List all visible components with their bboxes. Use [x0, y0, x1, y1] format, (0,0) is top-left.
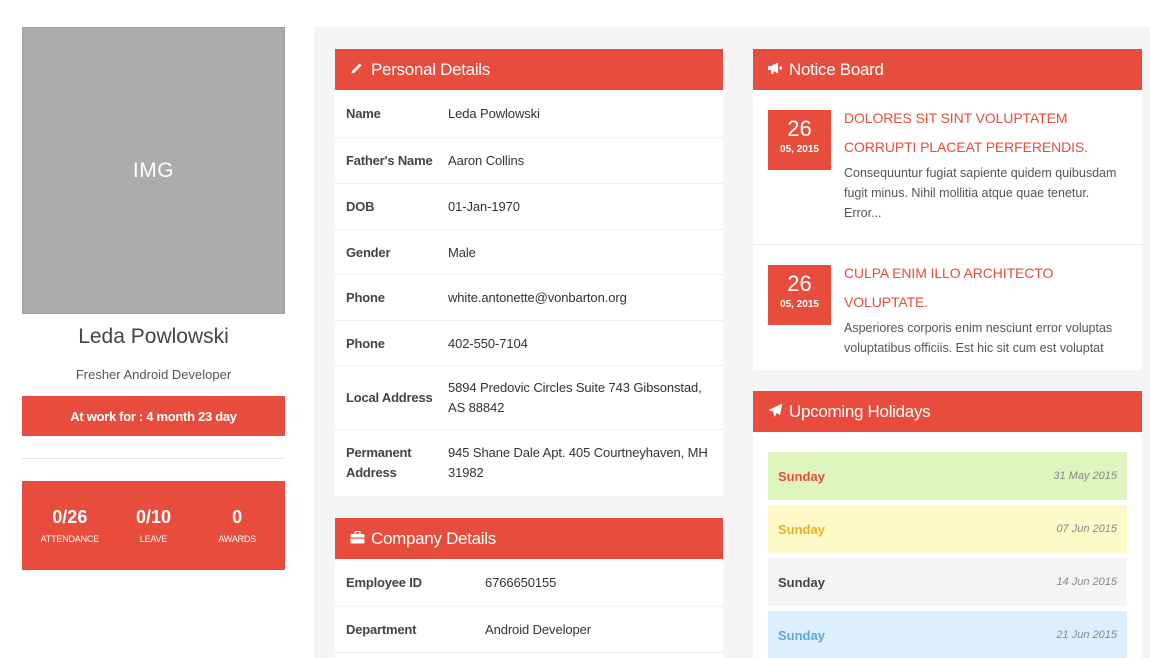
table-row	[335, 90, 723, 138]
divider	[22, 458, 285, 459]
notice-title-link[interactable]: DOLORES SIT SINT VOLUPTATEM CORRUPTI PLACEAT PERFERENDIS.	[844, 110, 1088, 155]
company-details-table	[335, 559, 723, 658]
table-row	[335, 138, 723, 184]
stat-label: AWARDS	[218, 534, 256, 544]
holiday-date: 31 May 2015	[1053, 470, 1117, 482]
notice-content	[844, 110, 1128, 244]
briefcase-icon	[349, 531, 365, 547]
row-key: Department	[346, 622, 417, 637]
notice-day: 26	[787, 116, 812, 141]
notice-day: 26	[787, 271, 812, 296]
panel-title: Notice Board	[789, 59, 884, 79]
stat-label: LEAVE	[139, 534, 168, 544]
holiday-day: Sunday	[778, 521, 825, 537]
holiday-day: Sunday	[778, 574, 825, 590]
stat-value: 0/26	[52, 507, 88, 527]
holiday-day: Sunday	[778, 468, 825, 484]
notice-description: Consequuntur fugiat sapiente quidem quibusdam fugit minus. Nihil mollitia atque quae tenetur. Error...	[844, 166, 1117, 220]
notice-item[interactable]	[753, 245, 1142, 370]
upcoming-holidays-header	[753, 391, 1142, 432]
row-value: 5894 Predovic Circles Suite 743 Gibsonstad, AS 88842	[448, 379, 702, 415]
pencil-icon	[349, 61, 365, 78]
holiday-date: 14 Jun 2015	[1056, 576, 1117, 588]
stat-value: 0	[232, 507, 243, 527]
notice-month-year: 05, 2015	[780, 299, 819, 310]
row-key: Permanent Address	[346, 445, 412, 480]
bullhorn-icon	[767, 61, 783, 78]
stat-awards	[197, 507, 277, 544]
notice-board-header	[753, 49, 1142, 90]
notice-item[interactable]	[753, 90, 1142, 245]
row-value: 402-550-7104	[448, 335, 528, 351]
row-key: Phone	[346, 335, 385, 351]
row-key: DOB	[346, 199, 375, 214]
profile-name: Leda Powlowski	[78, 325, 229, 348]
row-key: Gender	[346, 244, 391, 260]
work-duration-badge: At work for : 4 month 23 day	[22, 396, 285, 436]
holiday-item	[768, 452, 1127, 500]
profile-role: Fresher Android Developer	[75, 367, 232, 382]
notice-month-year: 05, 2015	[780, 144, 819, 155]
stats-panel	[22, 481, 285, 570]
panel-title: Company Details	[371, 528, 496, 548]
panel-title: Personal Details	[371, 59, 490, 79]
personal-details-header	[335, 49, 723, 90]
notice-board-list	[753, 90, 1142, 370]
profile-image	[22, 27, 285, 314]
personal-details-table	[335, 90, 723, 496]
main-content	[314, 27, 1150, 658]
row-value: Aaron Collins	[448, 153, 525, 168]
stat-attendance	[30, 507, 110, 544]
row-value: Android Developer	[485, 622, 591, 637]
profile-image-placeholder: IMG	[132, 158, 175, 182]
table-row	[335, 275, 723, 321]
row-value: 6766650155	[485, 575, 557, 590]
holiday-day: Sunday	[778, 627, 825, 643]
table-row	[335, 321, 723, 366]
notice-date	[768, 110, 831, 170]
notice-content	[844, 265, 1128, 370]
panel-title: Upcoming Holidays	[789, 401, 931, 421]
holiday-item	[768, 558, 1127, 606]
notice-title-link[interactable]: CULPA ENIM ILLO ARCHITECTO VOLUPTATE.	[844, 265, 1054, 310]
table-row	[335, 607, 723, 653]
table-row	[335, 559, 723, 607]
row-value: 945 Shane Dale Apt. 405 Courtneyhaven, MH 31982	[448, 445, 708, 480]
holiday-date: 07 Jun 2015	[1056, 523, 1117, 535]
notice-date	[768, 265, 831, 325]
holiday-date: 21 Jun 2015	[1056, 629, 1117, 641]
stat-label: ATTENDANCE	[40, 534, 99, 544]
holiday-item	[768, 505, 1127, 553]
table-row	[335, 184, 723, 230]
stat-value: 0/10	[135, 507, 171, 527]
row-value: 01-Jan-1970	[448, 199, 520, 214]
row-key: Phone	[346, 290, 385, 305]
row-key: Name	[346, 106, 381, 121]
holidays-list	[753, 432, 1142, 658]
row-value: Male	[448, 244, 476, 260]
company-details-header	[335, 518, 723, 559]
notice-description: Asperiores corporis enim nesciunt error voluptas voluptatibus officiis. Est hic sit cum est voluptat	[844, 321, 1113, 355]
table-row	[335, 230, 723, 275]
stat-leave	[113, 507, 193, 544]
row-value: white.antonette@vonbarton.org	[448, 290, 627, 305]
row-key: Local Address	[346, 389, 433, 405]
paper-plane-icon	[767, 403, 783, 421]
row-key: Employee ID	[346, 575, 422, 590]
table-row	[335, 366, 723, 430]
table-row	[335, 430, 723, 496]
holiday-item	[768, 611, 1127, 658]
row-value: Leda Powlowski	[448, 106, 540, 121]
row-key: Father's Name	[346, 153, 433, 168]
